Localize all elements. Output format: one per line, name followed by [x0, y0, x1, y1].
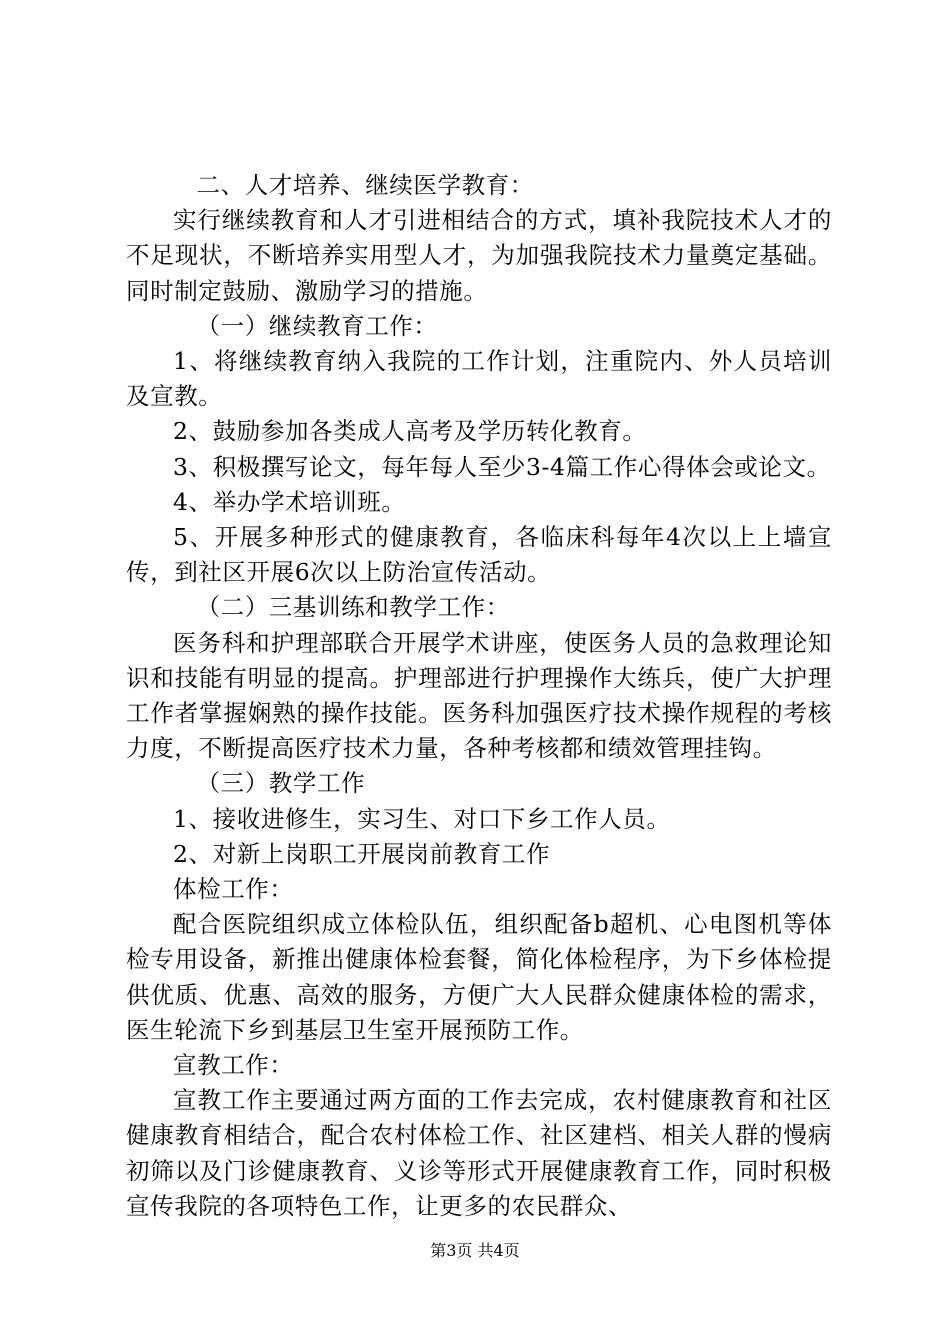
- page-footer: 第3页 共4页: [430, 1241, 520, 1260]
- document-body: [126, 168, 832, 1224]
- section-heading: 二、人才培养、继续医学教育：: [196, 171, 534, 199]
- paragraph: 1、将继续教育纳入我院的工作计划，注重院内、外人员培训及宣教。: [126, 347, 832, 411]
- paragraph: 实行继续教育和人才引进相结合的方式，填补我院技术人才的不足现状，不断培养实用型人才，为加强我院技术力量奠定基础。同时制定鼓励、激励学习的措施。: [126, 206, 832, 305]
- paragraph: 2、鼓励参加各类成人高考及学历转化教育。: [173, 417, 647, 446]
- paragraph: 配合医院组织成立体检队伍，组织配备b超机、心电图机等体检专用设备，新推出健康体检套餐，简化体检程序，为下乡体检提供优质、优惠、高效的服务，方便广大人民群众健康体检的需求，医生轮流下乡到基层卫生室开展预防工作。: [126, 910, 832, 1044]
- section-heading: （三）教学工作: [196, 769, 366, 798]
- section-heading: （一）继续教育工作：: [196, 311, 438, 340]
- section-heading: （二）三基训练和教学工作：: [196, 593, 510, 622]
- paragraph: 4、举办学术培训班。: [173, 487, 406, 516]
- paragraph: 宣教工作主要通过两方面的工作去完成，农村健康教育和社区健康教育相结合，配合农村体检工作、社区建档、相关人群的慢病初筛以及门诊健康教育、义诊等形式开展健康教育工作，同时积极宣传我院的各项特色工作，让更多的农民群众、: [126, 1086, 832, 1220]
- paragraph: 1、接收进修生，实习生、对口下乡工作人员。: [173, 804, 671, 833]
- paragraph: 宣教工作：: [173, 1051, 294, 1080]
- paragraph: 2、对新上岗职工开展岗前教育工作: [173, 839, 551, 868]
- paragraph: 3、积极撰写论文，每年每人至少3-4篇工作心得体会或论文。: [173, 452, 831, 481]
- paragraph: 医务科和护理部联合开展学术讲座，使医务人员的急救理论知识和技能有明显的提高。护理部进行护理操作大练兵，使广大护理工作者掌握娴熟的操作技能。医务科加强医疗技术操作规程的考核力度，不断提高医疗技术力量，各种考核都和绩效管理挂钩。: [126, 628, 832, 763]
- paragraph: 体检工作：: [173, 875, 294, 904]
- paragraph: 5、开展多种形式的健康教育，各临床科每年4次以上上墙宣传，到社区开展6次以上防治宣传活动。: [126, 523, 832, 587]
